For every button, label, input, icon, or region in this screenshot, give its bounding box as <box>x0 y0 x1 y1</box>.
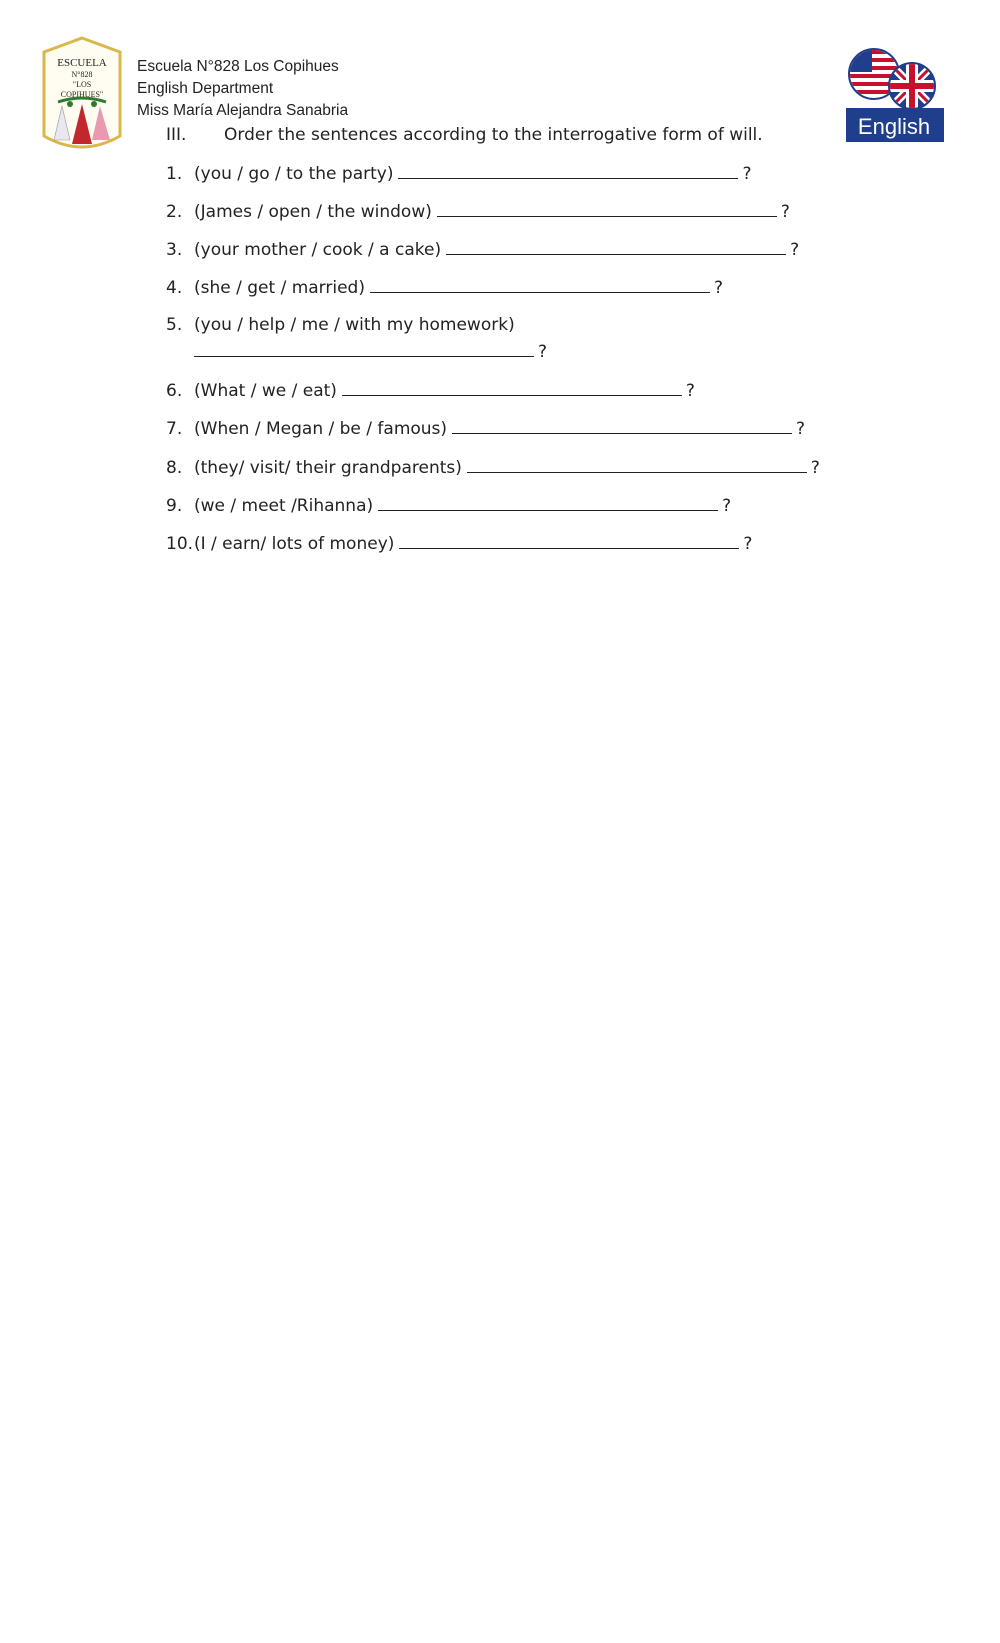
exercise-item <box>166 494 731 516</box>
question-mark: ? <box>742 164 752 184</box>
item-number: 3. <box>166 240 183 260</box>
item-prompt: (When / Megan / be / famous) <box>194 419 448 439</box>
answer-blank[interactable] <box>446 238 786 255</box>
answer-blank[interactable] <box>437 200 777 217</box>
question-mark: ? <box>790 240 800 260</box>
department-name: English Department <box>137 80 274 97</box>
school-logo <box>40 36 124 156</box>
logo-line-2: N°828 <box>71 70 93 79</box>
item-prompt: (they/ visit/ their grandparents) <box>194 458 462 478</box>
exercise-item <box>166 162 752 184</box>
section-instruction: Order the sentences according to the interrogative form of will. <box>224 125 763 145</box>
question-mark: ? <box>538 342 548 362</box>
answer-blank[interactable] <box>378 494 718 511</box>
badge-label: English <box>857 114 931 139</box>
item-number: 8. <box>166 458 183 478</box>
item-number: 1. <box>166 164 183 184</box>
question-mark: ? <box>810 458 820 478</box>
exercise-item <box>166 417 805 439</box>
item-number: 7. <box>166 419 183 439</box>
item-prompt: (you / help / me / with my homework) <box>194 315 515 335</box>
exercise-item <box>166 315 515 335</box>
answer-blank[interactable] <box>452 417 792 434</box>
answer-blank[interactable] <box>194 340 534 357</box>
section-number: III. <box>166 125 187 145</box>
exercise-item <box>166 238 799 260</box>
item-number: 4. <box>166 278 183 298</box>
answer-blank[interactable] <box>342 379 682 396</box>
item-prompt: (What / we / eat) <box>194 381 337 401</box>
item-number: 5. <box>166 315 183 335</box>
question-mark: ? <box>722 496 732 516</box>
exercise-item <box>166 200 790 222</box>
answer-blank[interactable] <box>398 162 738 179</box>
exercise-item <box>166 532 752 554</box>
section-title <box>166 125 763 145</box>
logo-line-1: ESCUELA <box>57 57 107 69</box>
question-mark: ? <box>713 278 724 298</box>
question-mark: ? <box>685 381 695 401</box>
item-prompt: (she / get / married) <box>194 278 365 298</box>
teacher-name: Miss María Alejandra Sanabria <box>137 102 349 119</box>
logo-line-3: "LOS <box>72 80 92 89</box>
item-prompt: (I / earn/ lots of money) <box>194 534 395 554</box>
item-number: 2. <box>166 202 183 222</box>
uk-flag-icon <box>888 62 936 110</box>
item-number: 6. <box>166 381 183 401</box>
question-mark: ? <box>780 202 790 222</box>
school-name: Escuela N°828 Los Copihues <box>137 58 339 75</box>
question-mark: ? <box>743 534 753 554</box>
item-number: 9. <box>166 496 183 516</box>
answer-blank[interactable] <box>399 532 739 549</box>
logo-line-4: COPIHUES" <box>60 90 104 99</box>
item-number: 10. <box>166 534 194 554</box>
item-prompt: (we / meet /Rihanna) <box>194 496 374 516</box>
item-prompt: (James / open / the window) <box>194 202 432 222</box>
exercise-item-continuation <box>194 340 547 362</box>
exercise-item <box>166 276 723 298</box>
question-mark: ? <box>796 419 806 439</box>
english-flags-badge <box>846 46 946 146</box>
item-prompt: (you / go / to the party) <box>194 164 394 184</box>
item-prompt: (your mother / cook / a cake) <box>194 240 442 260</box>
exercise-item <box>166 379 695 401</box>
exercise-item <box>166 456 820 478</box>
answer-blank[interactable] <box>370 276 710 293</box>
answer-blank[interactable] <box>467 456 807 473</box>
